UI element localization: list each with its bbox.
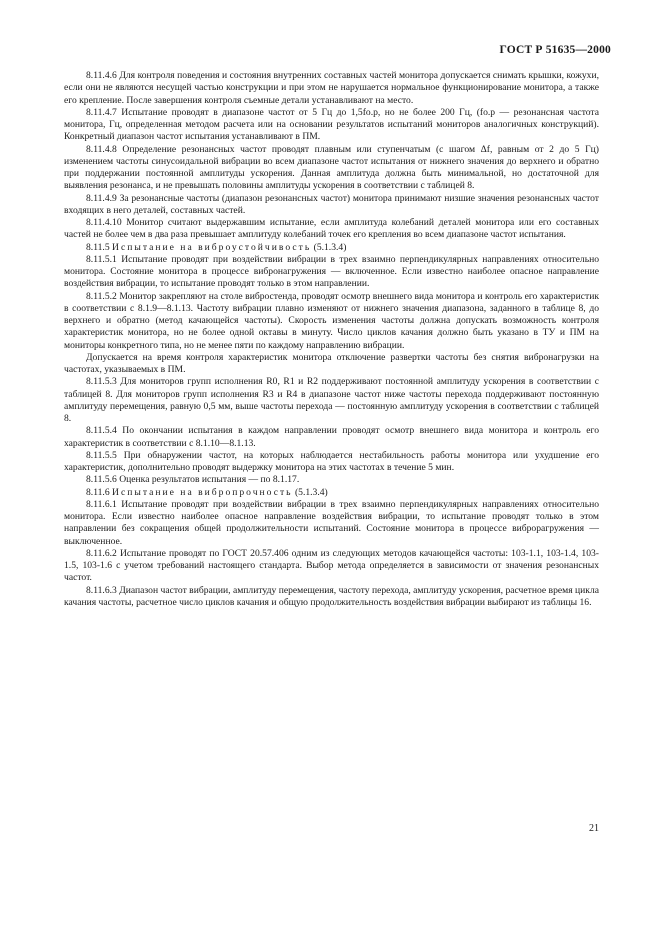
paragraph: 8.11.5.3 Для мониторов групп исполнения R0, R1 и R2 поддерживают постоянной амплитуду ускорения в соответствии с таблицей 8. Для мониторов групп исполнения R3 и R4 в диапазоне частот ниже частоты перехода поддерживают постоянную амплитуду перемещения, равную 0,5 мм, выше частоты перехода — постоянную амплитуду ускорения в соответствии с таблицей 8. [64, 376, 599, 424]
section-ref: (5.1.3.4) [313, 241, 347, 253]
section-title: Испытание на вибропрочность [112, 486, 293, 498]
paragraph: 8.11.4.10 Монитор считают выдержавшим испытание, если амплитуда колебаний деталей монитора или его составных частей не более чем в два раза превышает амплитуду колебаний точек его крепления во всем диапазоне частот испытания. [64, 217, 599, 241]
section-heading [64, 487, 599, 499]
paragraph: 8.11.5.5 При обнаружении частот, на которых наблюдается нестабильность работы монитора или ухудшение его характеристик, дополнительно проводят выдержку монитора на этих частотах в течение 5 мин. [64, 449, 599, 473]
paragraph: 8.11.6.2 Испытание проводят по ГОСТ 20.57.406 одним из следующих методов качающейся частоты: 103-1.1, 103-1.4, 103-1.5, 103-1.6 с учетом требований настоящего стандарта. Выбор метода определяется в зависимости от значения резонансных частот. [64, 547, 599, 584]
document-body [64, 70, 599, 609]
paragraph: 8.11.6.1 Испытание проводят при воздействии вибрации в трех взаимно перпендикулярных направлениях относительно монитора. Если известно наиболее опасное направление воздействия вибрации, то испытание проводят только в этом направлении без сокращения общей продолжительности испытаний. Состояние монитора в процессе виброрагружения — выключенное. [64, 498, 599, 547]
section-number: 8.11.5 [86, 241, 110, 253]
paragraph: 8.11.5.6 Оценка результатов испытания — по 8.1.17. [86, 474, 300, 486]
section-ref: (5.1.3.4) [294, 486, 328, 498]
standard-header: ГОСТ Р 51635—2000 [499, 44, 611, 56]
section-number: 8.11.6 [86, 486, 110, 498]
section-heading [64, 242, 599, 254]
paragraph: 8.11.6.3 Диапазон частот вибрации, амплитуду перемещения, частоту перехода, амплитуду ускорения, расчетное время цикла качания частоты, расчетное число циклов качания и общую продолжительность воздействия вибрации выбирают из таблицы 16. [64, 584, 599, 608]
paragraph: 8.11.4.8 Определение резонансных частот проводят плавным или ступенчатым (с шагом Δf, равным от 2 до 5 Гц) изменением частоты синусоидальной вибрации во всем диапазоне частот испытания от нижнего значения до верхнего и обратно при поддержании постоянной амплитуды ускорения. Данная амплитуда должна быть минимальной, но достаточной для выявления резонанса, и не превышать половины амплитуды ускорения в соответствии с таблицей 8. [64, 143, 599, 192]
paragraph: 8.11.5.4 По окончании испытания в каждом направлении проводят осмотр внешнего вида монитора и контроль его характеристик в соответствии с 8.1.10—8.1.13. [64, 425, 599, 449]
paragraph: 8.11.5.1 Испытание проводят при воздействии вибрации в трех взаимно перпендикулярных направлениях относительно монитора. Состояние монитора в процессе вибронагружения — включенное. Если известно наиболее опасное направление воздействия вибрации, то испытание проводят только в этом направлении. [64, 253, 599, 290]
section-title: Испытание на виброустойчивость [112, 241, 312, 253]
paragraph: 8.11.5.2 Монитор закрепляют на столе вибростенда, проводят осмотр внешнего вида монитора и контроль его характеристик в соответствии с 8.1.9—8.1.13. Частоту вибрации плавно изменяют от нижнего значения диапазона, заданного в таблице 8, до верхнего и обратно (метод качающейся частоты). Скорость изменения частоты должна допускать возможность контроля характеристик монитора, но не более одной октавы в минуту. Число циклов качания должно быть указано в ТУ и ПМ на мониторы конкретного типа, но не менее пяти по каждому направлению вибрации. [64, 290, 599, 351]
paragraph: 8.11.4.6 Для контроля поведения и состояния внутренних составных частей монитора допускается снимать крышки, кожухи, если они не являются несущей частью конструкции и при этом не нарушается нормальное функционирование монитора, а также его крепление. После завершения контроля съемные детали устанавливают на место. [64, 70, 599, 106]
paragraph: 8.11.4.9 За резонансные частоты (диапазон резонансных частот) монитора принимают низшие значения резонансных частот входящих в него деталей, составных частей. [64, 192, 599, 216]
paragraph: Допускается на время контроля характеристик монитора отключение развертки частоты без снятия вибронагрузки на частотах, указываемых в ПМ. [64, 351, 599, 375]
paragraph: 8.11.4.7 Испытание проводят в диапазоне частот от 5 Гц до 1,5fо.р, но не более 200 Гц, (fо.р — резонансная частота монитора, Гц, определенная методом расчета или на основании результатов испытаний мониторов аналогичных конструкций). Конкретный диапазон частот испытания устанавливают в ПМ. [64, 106, 599, 143]
page-number: 21 [589, 823, 599, 834]
